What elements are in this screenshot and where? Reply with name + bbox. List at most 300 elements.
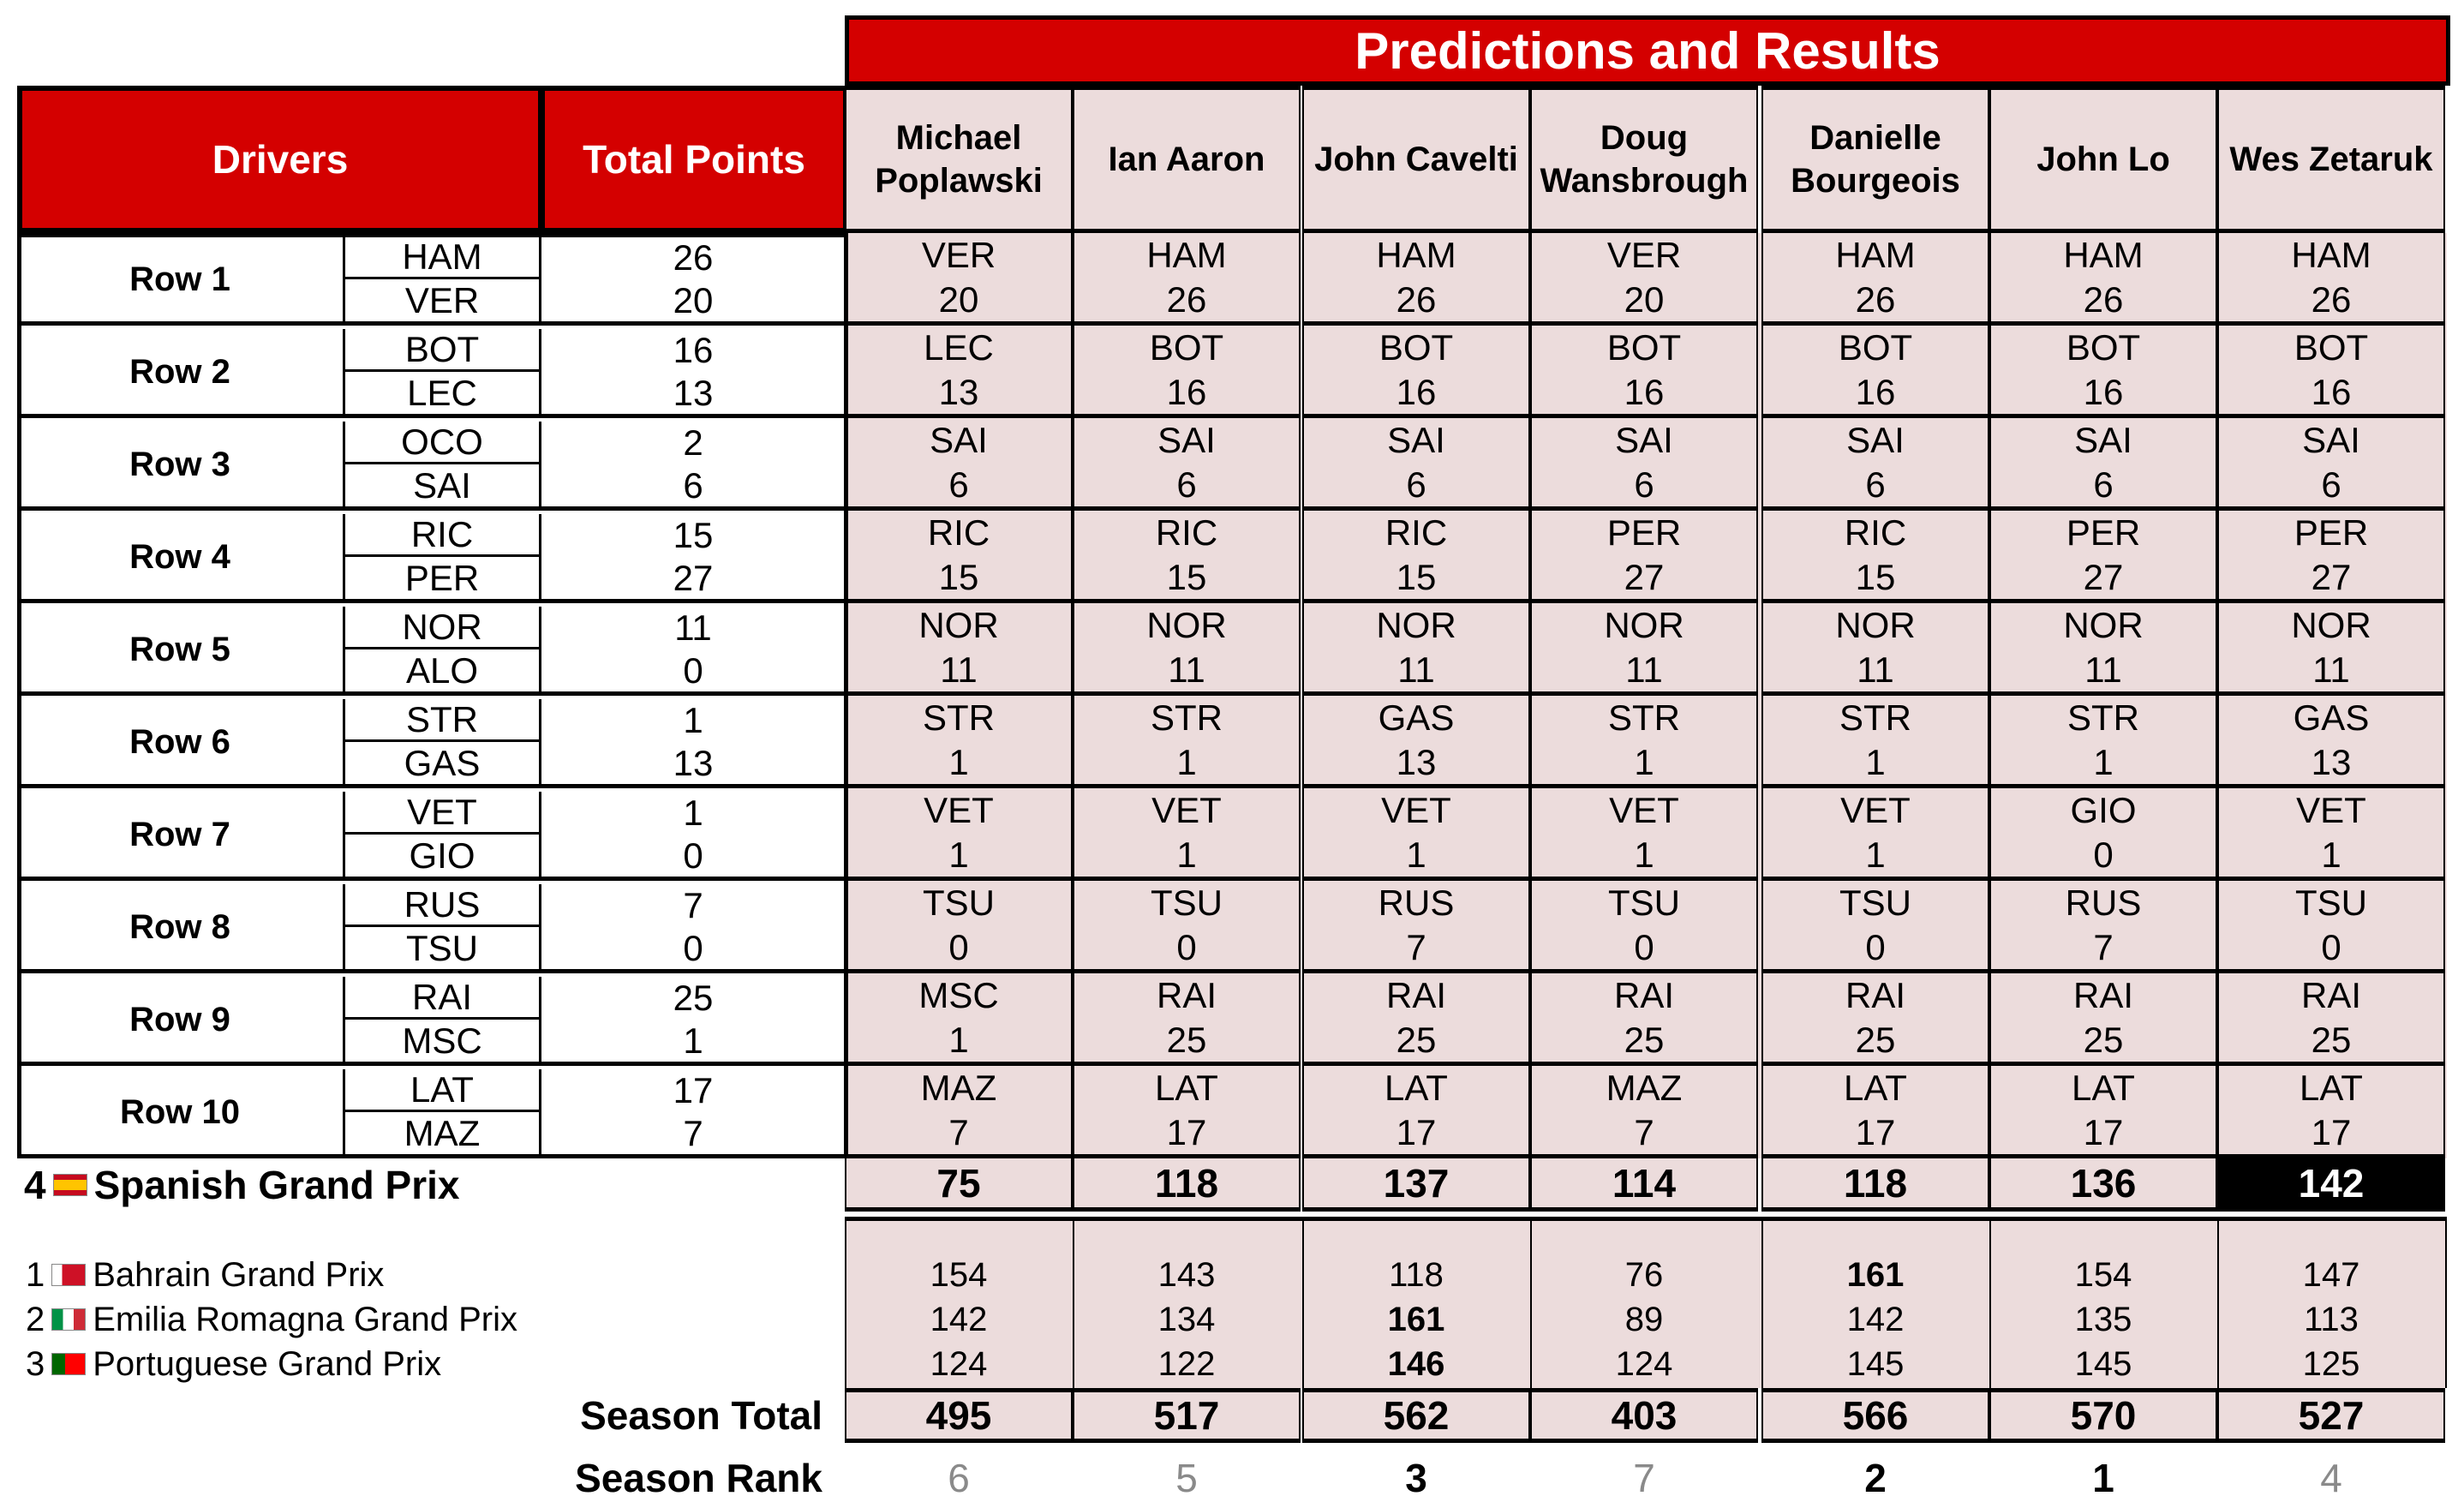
prediction-cell (1761, 973, 1989, 1066)
predicted-points: 13 (1396, 741, 1437, 782)
predicted-driver: HAM (1146, 234, 1227, 275)
row-label: Row 5 (129, 630, 230, 668)
predicted-points: 1 (948, 741, 969, 782)
prediction-cell (1530, 973, 1758, 1066)
past-race-score: 145 (2074, 1344, 2132, 1383)
prediction-cell (1302, 418, 1530, 511)
driver-points: 1 (683, 793, 703, 833)
driver-points: 25 (673, 978, 714, 1018)
prediction-cell (845, 973, 1073, 1066)
driver-points: 0 (683, 835, 703, 876)
race-score: 142 (2217, 1158, 2445, 1212)
prediction-cell (1761, 881, 1989, 973)
past-race-score: 146 (1387, 1344, 1445, 1383)
predicted-driver: NOR (1146, 604, 1227, 645)
predicted-driver: NOR (1835, 604, 1916, 645)
past-race-score: 118 (1389, 1255, 1444, 1294)
predicted-points: 1 (1865, 834, 1886, 875)
predicted-driver: SAI (1615, 419, 1673, 460)
prediction-cell (1530, 696, 1758, 788)
predictions-results-title: Predictions and Results (845, 15, 2450, 86)
predicted-driver: HAM (2063, 234, 2144, 275)
predicted-driver: STR (923, 697, 995, 738)
prediction-cell (1761, 511, 1989, 603)
predicted-driver: SAI (2074, 419, 2132, 460)
driver-code: RUS (343, 884, 541, 927)
row-label: Row 4 (129, 537, 230, 576)
prediction-cell (845, 1066, 1073, 1158)
player-name-line: Bourgeois (1791, 162, 1960, 200)
predicted-points: 16 (1624, 371, 1665, 412)
prediction-cell (1530, 418, 1758, 511)
predicted-driver: HAM (2291, 234, 2371, 275)
predicted-points: 0 (948, 926, 969, 967)
prediction-cell (1989, 418, 2217, 511)
player-name-header (2217, 86, 2445, 233)
predicted-points: 17 (2311, 1111, 2352, 1152)
driver-points: 1 (683, 700, 703, 740)
predicted-driver: TSU (923, 882, 995, 923)
predicted-points: 15 (1855, 556, 1896, 597)
predicted-driver: STR (1608, 697, 1680, 738)
driver-points: 17 (673, 1070, 714, 1110)
predicted-points: 6 (1176, 464, 1197, 505)
driver-code: SAI (343, 464, 541, 507)
predicted-driver: VET (924, 789, 994, 830)
predicted-points: 27 (1624, 556, 1665, 597)
predicted-points: 13 (938, 371, 979, 412)
driver-code: OCO (343, 422, 541, 464)
driver-points: 16 (673, 330, 714, 370)
predicted-driver: STR (2067, 697, 2139, 738)
player-name-header (1530, 86, 1758, 233)
driver-code: RAI (343, 977, 541, 1020)
prediction-cell (845, 696, 1073, 788)
prediction-cell (1302, 973, 1530, 1066)
prediction-cell (1530, 326, 1758, 418)
predicted-points: 15 (1166, 556, 1207, 597)
player-name-line: Danielle (1809, 119, 1941, 157)
predicted-driver: HAM (1835, 234, 1916, 275)
predicted-points: 11 (1168, 649, 1205, 690)
predicted-points: 0 (2093, 834, 2114, 875)
player-name-header (1302, 86, 1530, 233)
predicted-driver: LAT (1155, 1067, 1218, 1108)
driver-code: NOR (343, 607, 541, 649)
prediction-cell (1302, 881, 1530, 973)
driver-code: HAM (343, 236, 541, 279)
driver-points: 15 (673, 515, 714, 555)
predicted-points: 26 (2311, 278, 2352, 320)
predicted-driver: MAZ (920, 1067, 997, 1108)
predicted-points: 1 (1634, 741, 1654, 782)
predicted-driver: VET (1840, 789, 1911, 830)
driver-points: 20 (673, 280, 714, 320)
prediction-cell (1761, 418, 1989, 511)
predicted-driver: RIC (1844, 512, 1907, 553)
driver-code: STR (343, 699, 541, 742)
prediction-cell (1073, 418, 1301, 511)
prediction-cell (1989, 788, 2217, 881)
prediction-cell (2217, 788, 2445, 881)
spain-flag-icon (53, 1174, 87, 1196)
past-race-score: 143 (1157, 1255, 1216, 1294)
predicted-points: 11 (1397, 649, 1435, 690)
prediction-cell (1073, 696, 1301, 788)
predicted-points: 1 (1406, 834, 1426, 875)
predicted-points: 27 (2311, 556, 2352, 597)
season-rank-value: 6 (948, 1456, 970, 1500)
prediction-cell (1302, 233, 1530, 326)
prediction-cell (845, 881, 1073, 973)
prediction-cell (1989, 973, 2217, 1066)
predicted-points: 11 (1625, 649, 1663, 690)
driver-code: ALO (343, 649, 541, 692)
past-race-score: 161 (1387, 1300, 1445, 1338)
predicted-driver: STR (1839, 697, 1911, 738)
race-number: 1 (26, 1255, 45, 1294)
prediction-cell (845, 511, 1073, 603)
prediction-cell (1761, 696, 1989, 788)
predicted-points: 0 (1176, 926, 1197, 967)
prediction-cell (1302, 696, 1530, 788)
row-label: Row 3 (129, 445, 230, 483)
predicted-points: 6 (1865, 464, 1886, 505)
prediction-cell (1530, 233, 1758, 326)
predicted-points: 20 (938, 278, 979, 320)
predicted-points: 25 (2311, 1019, 2352, 1060)
prediction-cell (2217, 1066, 2445, 1158)
row-label: Row 9 (129, 1000, 230, 1038)
predicted-points: 11 (940, 649, 978, 690)
season-total-value: 517 (1073, 1388, 1301, 1443)
predicted-driver: TSU (1151, 882, 1223, 923)
past-race-score: 161 (1846, 1255, 1905, 1294)
prediction-cell (1073, 788, 1301, 881)
prediction-cell (2217, 973, 2445, 1066)
prediction-cell (1761, 788, 1989, 881)
driver-points: 13 (673, 373, 714, 413)
season-rank-value: 1 (2092, 1456, 2114, 1500)
predicted-points: 0 (1634, 926, 1654, 967)
season-rank-value: 3 (1405, 1456, 1427, 1500)
column-divider (2445, 1217, 2447, 1388)
prediction-cell (845, 326, 1073, 418)
predicted-driver: VER (1606, 234, 1682, 275)
predicted-points: 15 (1396, 556, 1437, 597)
predicted-points: 13 (2311, 741, 2352, 782)
predicted-points: 1 (1176, 834, 1197, 875)
prediction-cell (1302, 326, 1530, 418)
driver-code: TSU (343, 927, 541, 970)
prediction-cell (1530, 881, 1758, 973)
driver-points: 7 (683, 1113, 703, 1153)
predicted-points: 1 (948, 834, 969, 875)
predicted-points: 0 (1865, 926, 1886, 967)
predicted-points: 7 (2093, 926, 2114, 967)
season-total-value: 566 (1761, 1388, 1989, 1443)
predicted-points: 11 (2084, 649, 2122, 690)
predicted-points: 7 (1634, 1111, 1654, 1152)
prediction-cell (1761, 1066, 1989, 1158)
predicted-points: 20 (1624, 278, 1665, 320)
predicted-points: 26 (1396, 278, 1437, 320)
past-race-label (26, 1253, 384, 1297)
prediction-cell (1302, 511, 1530, 603)
prediction-cell (1989, 603, 2217, 696)
predicted-driver: SAI (1157, 419, 1216, 460)
past-race-score: 142 (1846, 1300, 1905, 1338)
prediction-cell (2217, 696, 2445, 788)
predicted-points: 6 (2093, 464, 2114, 505)
predicted-driver: NOR (918, 604, 999, 645)
driver-code: VER (343, 279, 541, 322)
total-points-header: Total Points (540, 86, 848, 233)
predicted-driver: RUS (2065, 882, 2142, 923)
predicted-driver: RAI (2072, 974, 2133, 1015)
season-total-label: Season Total (580, 1393, 822, 1438)
predicted-driver: RUS (1378, 882, 1455, 923)
predicted-points: 17 (1396, 1111, 1437, 1152)
predicted-points: 26 (1166, 278, 1207, 320)
prediction-cell (845, 418, 1073, 511)
prediction-cell (845, 788, 1073, 881)
predicted-points: 1 (1176, 741, 1197, 782)
season-total-value: 562 (1302, 1388, 1530, 1443)
predicted-points: 6 (1634, 464, 1654, 505)
prediction-cell (1302, 603, 1530, 696)
predicted-driver: PER (1606, 512, 1682, 553)
race-name: Portuguese Grand Prix (93, 1344, 442, 1383)
predicted-points: 17 (2083, 1111, 2124, 1152)
prediction-cell (1989, 326, 2217, 418)
driver-points: 13 (673, 743, 714, 783)
predicted-driver: SAI (2302, 419, 2360, 460)
driver-points: 26 (673, 237, 714, 278)
predicted-driver: STR (1151, 697, 1223, 738)
player-name-line: Wes Zetaruk (2229, 141, 2433, 178)
driver-points: 0 (683, 928, 703, 968)
predicted-points: 25 (1396, 1019, 1437, 1060)
prediction-cell (1530, 511, 1758, 603)
predicted-driver: GAS (1378, 697, 1455, 738)
driver-code: MAZ (343, 1112, 541, 1155)
driver-code: VET (343, 792, 541, 835)
predicted-points: 25 (2083, 1019, 2124, 1060)
season-total-value: 527 (2217, 1388, 2445, 1443)
predicted-driver: RAI (2300, 974, 2361, 1015)
past-race-score: 154 (930, 1255, 988, 1294)
prediction-cell (2217, 418, 2445, 511)
season-rank-value: 2 (1864, 1456, 1887, 1500)
driver-points: 11 (674, 607, 712, 648)
predicted-driver: BOT (1838, 326, 1913, 368)
past-race-score: 134 (1157, 1300, 1216, 1338)
past-race-score: 147 (2302, 1255, 2360, 1294)
prediction-cell (1530, 603, 1758, 696)
predicted-driver: PER (2294, 512, 2369, 553)
prediction-cell (2217, 511, 2445, 603)
season-rank-label: Season Rank (575, 1456, 822, 1500)
predicted-points: 1 (2093, 741, 2114, 782)
predicted-points: 7 (948, 1111, 969, 1152)
race-name: Spanish Grand Prix (93, 1163, 460, 1207)
prediction-cell (1073, 603, 1301, 696)
driver-code: GIO (343, 835, 541, 877)
predicted-points: 25 (1624, 1019, 1665, 1060)
season-total-value: 403 (1530, 1388, 1758, 1443)
player-name-header (1989, 86, 2217, 233)
prediction-cell (1073, 1066, 1301, 1158)
race-score: 118 (1073, 1158, 1301, 1212)
prediction-cell (1989, 881, 2217, 973)
row-label: Row 6 (129, 722, 230, 761)
prediction-cell (1989, 511, 2217, 603)
predicted-driver: LAT (1385, 1067, 1448, 1108)
predicted-points: 1 (2321, 834, 2341, 875)
prediction-cell (1302, 1066, 1530, 1158)
predicted-driver: TSU (1839, 882, 1911, 923)
race-number: 3 (26, 1344, 45, 1383)
prediction-cell (2217, 233, 2445, 326)
past-race-score: 135 (2074, 1300, 2132, 1338)
driver-points: 2 (683, 422, 703, 463)
race-score: 118 (1761, 1158, 1989, 1212)
season-rank-value: 4 (2320, 1456, 2342, 1500)
prediction-cell (1761, 233, 1989, 326)
player-name-line: Poplawski (875, 162, 1043, 200)
prediction-cell (1530, 1066, 1758, 1158)
predicted-driver: VET (1381, 789, 1451, 830)
predicted-points: 6 (948, 464, 969, 505)
player-name-header (1761, 86, 1989, 233)
predicted-driver: VET (1151, 789, 1222, 830)
season-rank-value: 5 (1175, 1456, 1198, 1500)
predicted-points: 16 (1855, 371, 1896, 412)
past-race-score: 124 (1615, 1344, 1673, 1383)
past-race-score: 76 (1624, 1255, 1664, 1294)
predicted-driver: LEC (924, 326, 994, 368)
predicted-points: 17 (1855, 1111, 1896, 1152)
predicted-points: 1 (1865, 741, 1886, 782)
predicted-points: 26 (2083, 278, 2124, 320)
predicted-driver: TSU (2295, 882, 2367, 923)
predicted-points: 0 (2321, 926, 2341, 967)
prediction-cell (845, 603, 1073, 696)
past-race-score: 89 (1624, 1300, 1664, 1338)
driver-points: 1 (683, 1020, 703, 1061)
player-name-line: John Cavelti (1314, 141, 1518, 178)
predicted-driver: RIC (1385, 512, 1448, 553)
race-name: Emilia Romagna Grand Prix (93, 1300, 517, 1338)
prediction-cell (2217, 881, 2445, 973)
predicted-driver: LAT (2300, 1067, 2363, 1108)
predicted-points: 1 (948, 1019, 969, 1060)
player-name-line: John Lo (2036, 141, 2170, 178)
past-race-score: 122 (1157, 1344, 1216, 1383)
past-race-score: 124 (930, 1344, 988, 1383)
row-label: Row 8 (129, 907, 230, 946)
predicted-driver: HAM (1376, 234, 1456, 275)
predicted-driver: SAI (1387, 419, 1445, 460)
italy-flag-icon (51, 1308, 86, 1331)
prediction-cell (1302, 788, 1530, 881)
predicted-points: 25 (1855, 1019, 1896, 1060)
prediction-cell (1761, 603, 1989, 696)
season-rank-value: 7 (1633, 1456, 1655, 1500)
predicted-driver: BOT (2066, 326, 2141, 368)
predicted-points: 16 (2083, 371, 2124, 412)
race-score: 136 (1989, 1158, 2217, 1212)
player-name-line: Wansbrough (1540, 162, 1749, 200)
prediction-cell (1989, 233, 2217, 326)
predicted-driver: NOR (2291, 604, 2371, 645)
predicted-points: 27 (2083, 556, 2124, 597)
predicted-points: 11 (1857, 649, 1894, 690)
predicted-driver: VET (2296, 789, 2366, 830)
predicted-points: 6 (2321, 464, 2341, 505)
predicted-driver: SAI (930, 419, 988, 460)
predicted-driver: BOT (1379, 326, 1454, 368)
player-name-line: Ian Aaron (1108, 141, 1265, 178)
row-label: Row 1 (129, 260, 230, 298)
predicted-points: 26 (1855, 278, 1896, 320)
driver-points: 0 (683, 650, 703, 691)
past-race-label (26, 1297, 517, 1342)
driver-code: LAT (343, 1069, 541, 1112)
player-name-header (1073, 86, 1301, 233)
predicted-driver: LAT (2072, 1067, 2135, 1108)
prediction-cell (1761, 326, 1989, 418)
predicted-driver: VER (921, 234, 996, 275)
predicted-points: 16 (2311, 371, 2352, 412)
prediction-cell (845, 233, 1073, 326)
predicted-driver: RAI (1385, 974, 1446, 1015)
driver-points: 7 (683, 885, 703, 925)
predicted-points: 16 (1166, 371, 1207, 412)
drivers-header: Drivers (17, 86, 543, 233)
predicted-driver: BOT (1149, 326, 1224, 368)
predicted-driver: BOT (2294, 326, 2369, 368)
race-score: 137 (1302, 1158, 1530, 1212)
prediction-cell (1530, 788, 1758, 881)
predicted-driver: RAI (1845, 974, 1905, 1015)
driver-code: GAS (343, 742, 541, 785)
race-number: 4 (24, 1163, 46, 1207)
prediction-cell (1073, 881, 1301, 973)
predicted-driver: RIC (927, 512, 990, 553)
driver-code: RIC (343, 514, 541, 557)
season-total-value: 570 (1989, 1388, 2217, 1443)
driver-code: BOT (343, 329, 541, 372)
bahrain-flag-icon (51, 1264, 86, 1286)
race-number: 2 (26, 1300, 45, 1338)
season-total-value: 495 (845, 1388, 1073, 1443)
row-label: Row 10 (119, 1092, 241, 1131)
predicted-driver: RAI (1613, 974, 1674, 1015)
predicted-points: 16 (1396, 371, 1437, 412)
player-name-header (845, 86, 1073, 233)
predicted-points: 15 (938, 556, 979, 597)
past-race-score: 142 (930, 1300, 988, 1338)
race-name: Bahrain Grand Prix (93, 1255, 385, 1294)
player-name-line: Michael (895, 119, 1022, 157)
predicted-driver: MAZ (1606, 1067, 1683, 1108)
prediction-cell (1073, 973, 1301, 1066)
predicted-driver: VET (1609, 789, 1679, 830)
driver-code: PER (343, 557, 541, 600)
predicted-driver: SAI (1846, 419, 1905, 460)
